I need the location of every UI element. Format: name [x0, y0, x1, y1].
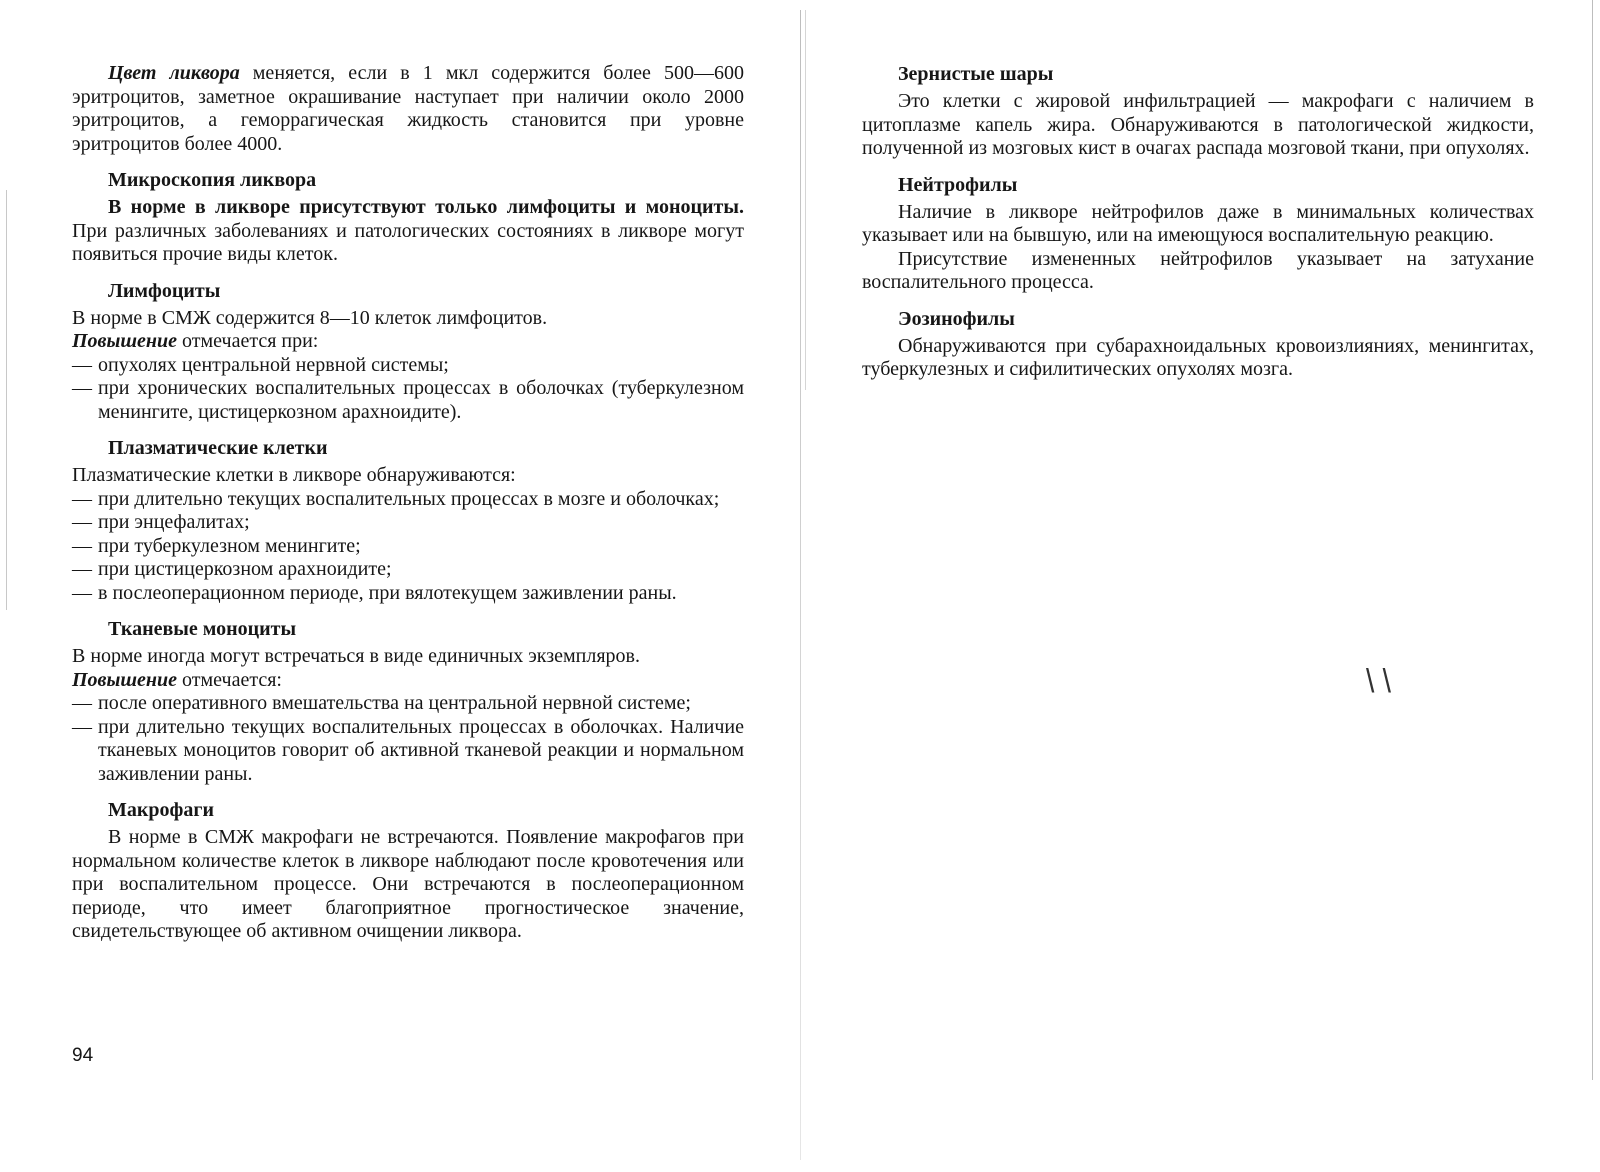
list-item-text: при энцефалитах;: [98, 511, 250, 533]
monocytes-increase: [72, 669, 744, 693]
list-item-text: при туберкулезном менингите;: [98, 534, 361, 557]
plasma-heading: Плазматические клетки: [108, 437, 328, 459]
macrophages-text: В норме в СМЖ макрофаги не встречаются. Появление макрофагов при нормальном количестве клеток в ликворе наблюдают после кровотечения или при воспалительном процессе. Они встречаются в послеоперационном периоде, что имеет благоприятное прогностическое значение, свидетельствующее об активном очищении ликвора.: [72, 826, 744, 942]
eosinophils-text: Обнаруживаются при субарахноидальных кровоизлияниях, менингитах, туберкулезных и сифилитических опухолях мозга.: [862, 334, 1534, 380]
lymphocytes-text: В норме в СМЖ содержится 8—10 клеток лимфоцитов.: [72, 306, 548, 329]
list-item-text: при длительно текущих воспалительных процессах в оболочках. Наличие тканевых моноцитов говорит об активной тканевой реакции и нормальном заживлении раны.: [98, 715, 744, 785]
monocytes-text: В норме иногда могут встречаться в виде единичных экземпляров.: [72, 645, 640, 667]
microscopy-bold-text: В норме в ликворе присутствуют только лимфоциты и моноциты.: [108, 196, 744, 218]
lymphocytes-increase-text: отмечается при:: [177, 330, 319, 352]
monocytes-increase-text: отмечается:: [177, 668, 282, 691]
neutrophils-heading: Нейтрофилы: [898, 173, 1018, 196]
lymphocytes-increase-term: Повышение: [72, 330, 178, 352]
color-text: меняется, если в 1 мкл содержится более 500—600 эритроцитов, заметное окрашивание наступает при наличии около 2000 эритроцитов, а геморрагическая жидкость становится при уровне эритроцитов более 4000.: [72, 62, 745, 155]
eosinophils-heading: Эозинофилы: [898, 307, 1015, 330]
list-item-text: при длительно текущих воспалительных процессах в мозге и оболочках;: [98, 487, 720, 510]
list-item: — в послеоперационном периоде, при вялотекущем заживлении раны.: [72, 581, 677, 604]
scan-edge-left: [6, 190, 7, 610]
neutrophils-text-1: Наличие в ликворе нейтрофилов даже в минимальных количествах указывает или на бывшую, или на имеющуюся воспалительную реакцию.: [862, 200, 1534, 246]
list-item: — при длительно текущих воспалительных процессах в мозге и оболочках;: [72, 487, 720, 510]
list-item-text: опухолях центральной нервной системы;: [98, 353, 449, 376]
list-item-text: при цистицеркозном арахноидите;: [98, 558, 392, 580]
list-item: — при энцефалитах;: [72, 511, 250, 533]
book-gutter: [800, 10, 801, 1160]
list-item-text: в послеоперационном периоде, при вялотекущем заживлении раны.: [98, 581, 677, 604]
lymphocytes-increase: [72, 330, 744, 354]
page-number: 94: [72, 1045, 94, 1066]
plasma-text: Плазматические клетки в ликворе обнаруживаются:: [72, 464, 516, 486]
right-page: [862, 62, 1534, 382]
granular-text: Это клетки с жировой инфильтрацией — макрофаги с наличием в цитоплазме капель жира. Обнаруживаются в патологической жидкости, полученной из мозговых кист в очагах распада мозговой ткани, при опухолях.: [862, 90, 1534, 159]
list-item-text: при хронических воспалительных процессах в оболочках (туберкулезном менингите, цистицеркозном арахноидите).: [98, 377, 744, 423]
list-item: — опухолях центральной нервной системы;: [72, 353, 449, 376]
scan-edge-right: [1592, 0, 1593, 1080]
neutrophils-text-2: Присутствие измененных нейтрофилов указывает на затухание воспалительного процесса.: [862, 247, 1534, 293]
stray-pen-mark: \ \: [1366, 663, 1392, 700]
list-item: — при длительно текущих воспалительных процессах в оболочках. Наличие тканевых моноцитов говорит об активной тканевой реакции и нормальном заживлении раны.: [72, 715, 744, 785]
list-item: — после оперативного вмешательства на центральной нервной системе;: [72, 692, 691, 714]
macrophages-heading: Макрофаги: [108, 799, 214, 821]
lymphocytes-heading: Лимфоциты: [108, 279, 221, 302]
microscopy-paragraph: [72, 196, 744, 267]
monocytes-increase-term: Повышение: [72, 668, 178, 691]
list-item: — при хронических воспалительных процессах в оболочках (туберкулезном менингите, цистицеркозном арахноидите).: [72, 377, 744, 423]
microscopy-heading: Микроскопия ликвора: [108, 169, 317, 191]
microscopy-text: При различных заболеваниях и патологических состояниях в ликворе могут появиться прочие виды клеток.: [72, 219, 744, 265]
list-item: — при туберкулезном менингите;: [72, 534, 361, 557]
color-term: Цвет ликвора: [108, 62, 240, 84]
granular-heading: Зернистые шары: [898, 63, 1054, 85]
list-item: — при цистицеркозном арахноидите;: [72, 558, 392, 580]
list-item-text: после оперативного вмешательства на центральной нервной системе;: [98, 692, 691, 714]
monocytes-heading: Тканевые моноциты: [108, 618, 297, 640]
color-paragraph: [72, 62, 744, 156]
left-page: [72, 62, 744, 944]
book-gutter-shadow: [805, 10, 806, 390]
